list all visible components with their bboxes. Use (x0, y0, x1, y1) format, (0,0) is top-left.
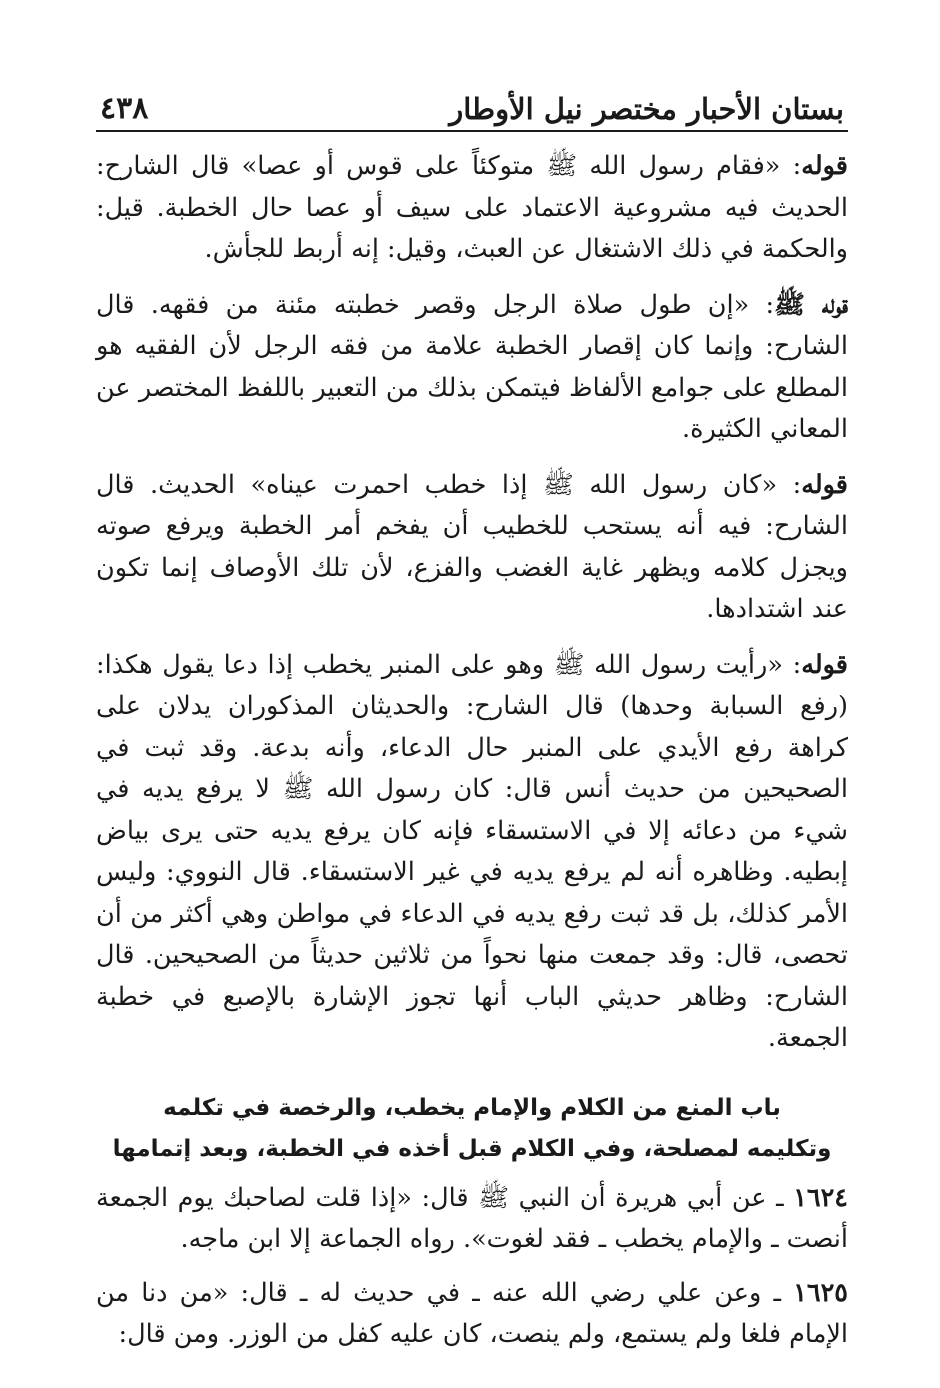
commentary-paragraph (96, 645, 848, 1060)
paragraph-lead: قوله (801, 151, 848, 181)
hadith-text: ـ عن أبي هريرة أن النبي ﷺ قال: «إذا قلت لصاحبك يوم الجمعة أنصت ـ والإمام يخطب ـ فقد لغوت». رواه الجماعة إلا ابن ماجه. (96, 1182, 848, 1254)
book-page (96, 70, 848, 1368)
paragraph-lead: قوله (801, 649, 848, 680)
commentary-paragraph (96, 146, 848, 271)
paragraph-text: : «كان رسول الله ﷺ إذا خطب احمرت عيناه» الحديث. قال الشارح: فيه أنه يستحب للخطيب أن يفخم أمر الخطبة ويرفع صوته ويجزل كلامه ويظهر غاية الغضب والفزع، لأن تلك الأوصاف إنما تكون عند اشتدادها. (96, 469, 848, 624)
paragraph-text: : «فقام رسول الله ﷺ متوكئاً على قوس أو عصا» قال الشارح: الحديث فيه مشروعية الاعتماد على سيف أو عصا حال الخطبة. قيل: والحكمة في ذلك الاشتغال عن العبث، وقيل: إنه أربط للجأش. (96, 151, 848, 264)
hadith-paragraph (96, 1273, 848, 1356)
page-number: ٤٣٨ (100, 91, 149, 126)
commentary-paragraph (96, 285, 848, 451)
page-body (96, 146, 848, 1356)
chapter-heading (96, 1088, 848, 1170)
paragraph-text: : «رأيت رسول الله ﷺ وهو على المنبر يخطب إذا دعا يقول هكذا: (رفع السبابة وحدها) قال الشارح: والحديثان المذكوران يدلان على كراهة رفع الأيدي على المنبر حال الدعاء، وأنه بدعة. وقد ثبت في الصحيحين من حديث أنس قال: كان رسول الله ﷺ لا يرفع يديه في شيء من دعائه إلا في الاستسقاء فإنه كان يرفع يديه حتى يرى بياض إبطيه. وظاهره أنه لم يرفع يديه في غير الاستسقاء. قال النووي: وليس الأمر كذلك، بل قد ثبت رفع يديه في الدعاء في مواطن وهي أكثر من أن تحصى، قال: وقد جمعت منها نحواً من ثلاثين حديثاً من الصحيحين. قال الشارح: وظاهر حديثي الباب أنها تجوز الإشارة بالإصبع في خطبة الجمعة. (96, 649, 848, 1053)
hadith-text: ـ وعن علي رضي الله عنه ـ في حديث له ـ قال: «من دنا من الإمام فلغا ولم يستمع، ولم ينصت، كان عليه كفل من الوزر. ومن قال: (96, 1277, 848, 1349)
commentary-paragraph (96, 465, 848, 631)
chapter-heading-line: باب المنع من الكلام والإمام يخطب، والرخصة في تكلمه (163, 1094, 781, 1121)
chapter-heading-line: وتكليمه لمصلحة، وفي الكلام قبل أخذه في الخطبة، وبعد إتمامها (112, 1135, 832, 1162)
book-title: بستان الأحبار مختصر نيل الأوطار (449, 92, 844, 126)
running-header (96, 70, 848, 132)
paragraph-lead: قوله (801, 469, 848, 500)
paragraph-lead: قوله ﷺ (774, 289, 848, 320)
hadith-number: ١٦٢٥ (793, 1277, 848, 1308)
hadith-paragraph (96, 1178, 848, 1261)
hadith-number: ١٦٢٤ (793, 1182, 848, 1213)
paragraph-text: : «إن طول صلاة الرجل وقصر خطبته مئنة من فقهه. قال الشارح: وإنما كان إقصار الخطبة علامة من فقه الرجل لأن الفقيه هو المطلع على جوامع الألفاظ فيتمكن بذلك من التعبير باللفظ المختصر عن المعاني الكثيرة. (96, 289, 848, 444)
